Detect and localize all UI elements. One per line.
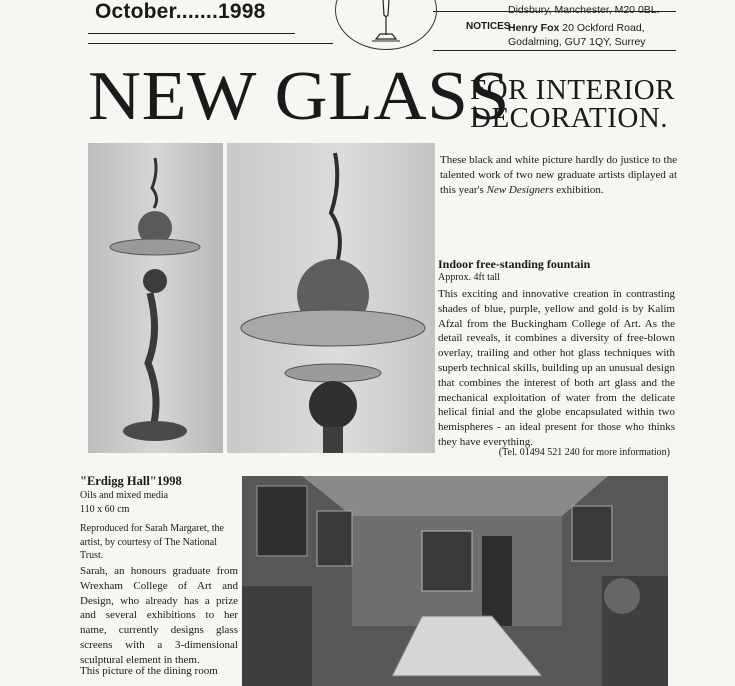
notices-name: Henry Fox [508,22,560,34]
fountain-photo-full [88,143,223,453]
intro-emphasis: New Designers [486,183,554,196]
erdigg-continued: This picture of the dining room [80,665,218,677]
erdigg-credit: Reproduced for Sarah Margaret, the artist, by courtesy of The National Trust. [80,523,224,561]
issue-date: October.......1998 [95,0,266,23]
erdigg-media: Oils and mixed media [80,490,169,501]
erdigg-bio: Sarah, an honours graduate from Wrexham College of Art and Design, who already has a prize and several exhibitions to her name, currently designs glass screens with a 3-dimensional sculptural element in them. [80,565,238,666]
fountain-photo-detail [227,143,435,453]
subheadline-line: FOR INTERIOR [470,74,675,106]
erdigg-size: 110 x 60 cm [80,504,130,515]
notices-street: 20 Ockford Road, [562,22,645,34]
intro-text-end: exhibition. [553,183,604,196]
glass-icon [336,0,436,49]
notices-town: Godalming, GU7 1QY, Surrey [508,36,646,48]
headline: NEW GLASS [88,58,510,135]
header-rule [88,33,295,34]
erdigg-title: "Erdigg Hall"1998 [80,474,182,488]
notices-address [508,21,646,49]
address-line: Didsbury, Manchester, M20 0BL. [508,4,660,16]
fountain-title: Indoor free-standing fountain [438,257,591,271]
subheadline [470,76,675,132]
notices-label: NOTICES [466,21,511,32]
fountain-contact: (Tel. 01494 521 240 for more information) [498,447,670,458]
masthead-logo [335,0,437,50]
fountain-description: This exciting and innovative creation in contrasting shades of blue, purple, yellow and gold is by Kalim Afzal from the Buckingham College of Art. As the detail reveals, it combines a diversity of free-blown overlay, trailing and other hot glass techniques with superb technical skills, building up an unusual design that combines the interest of both art glass and the mechanical exploitation of water from the delicate helical finial and the globe encapsulated within two hemispheres - an ideal present for those who thinks they have everything. [438,288,675,448]
header-rule [88,43,333,44]
erdigg-hall-painting [242,476,668,686]
subheadline-line: DECORATION. [470,102,669,134]
intro-paragraph [440,153,677,197]
intro-text: These black and white picture hardly do justice to the talented work of two new graduate artists diplayed at this year's [440,154,677,196]
header-rule [433,50,676,51]
fountain-size: Approx. 4ft tall [438,272,500,283]
